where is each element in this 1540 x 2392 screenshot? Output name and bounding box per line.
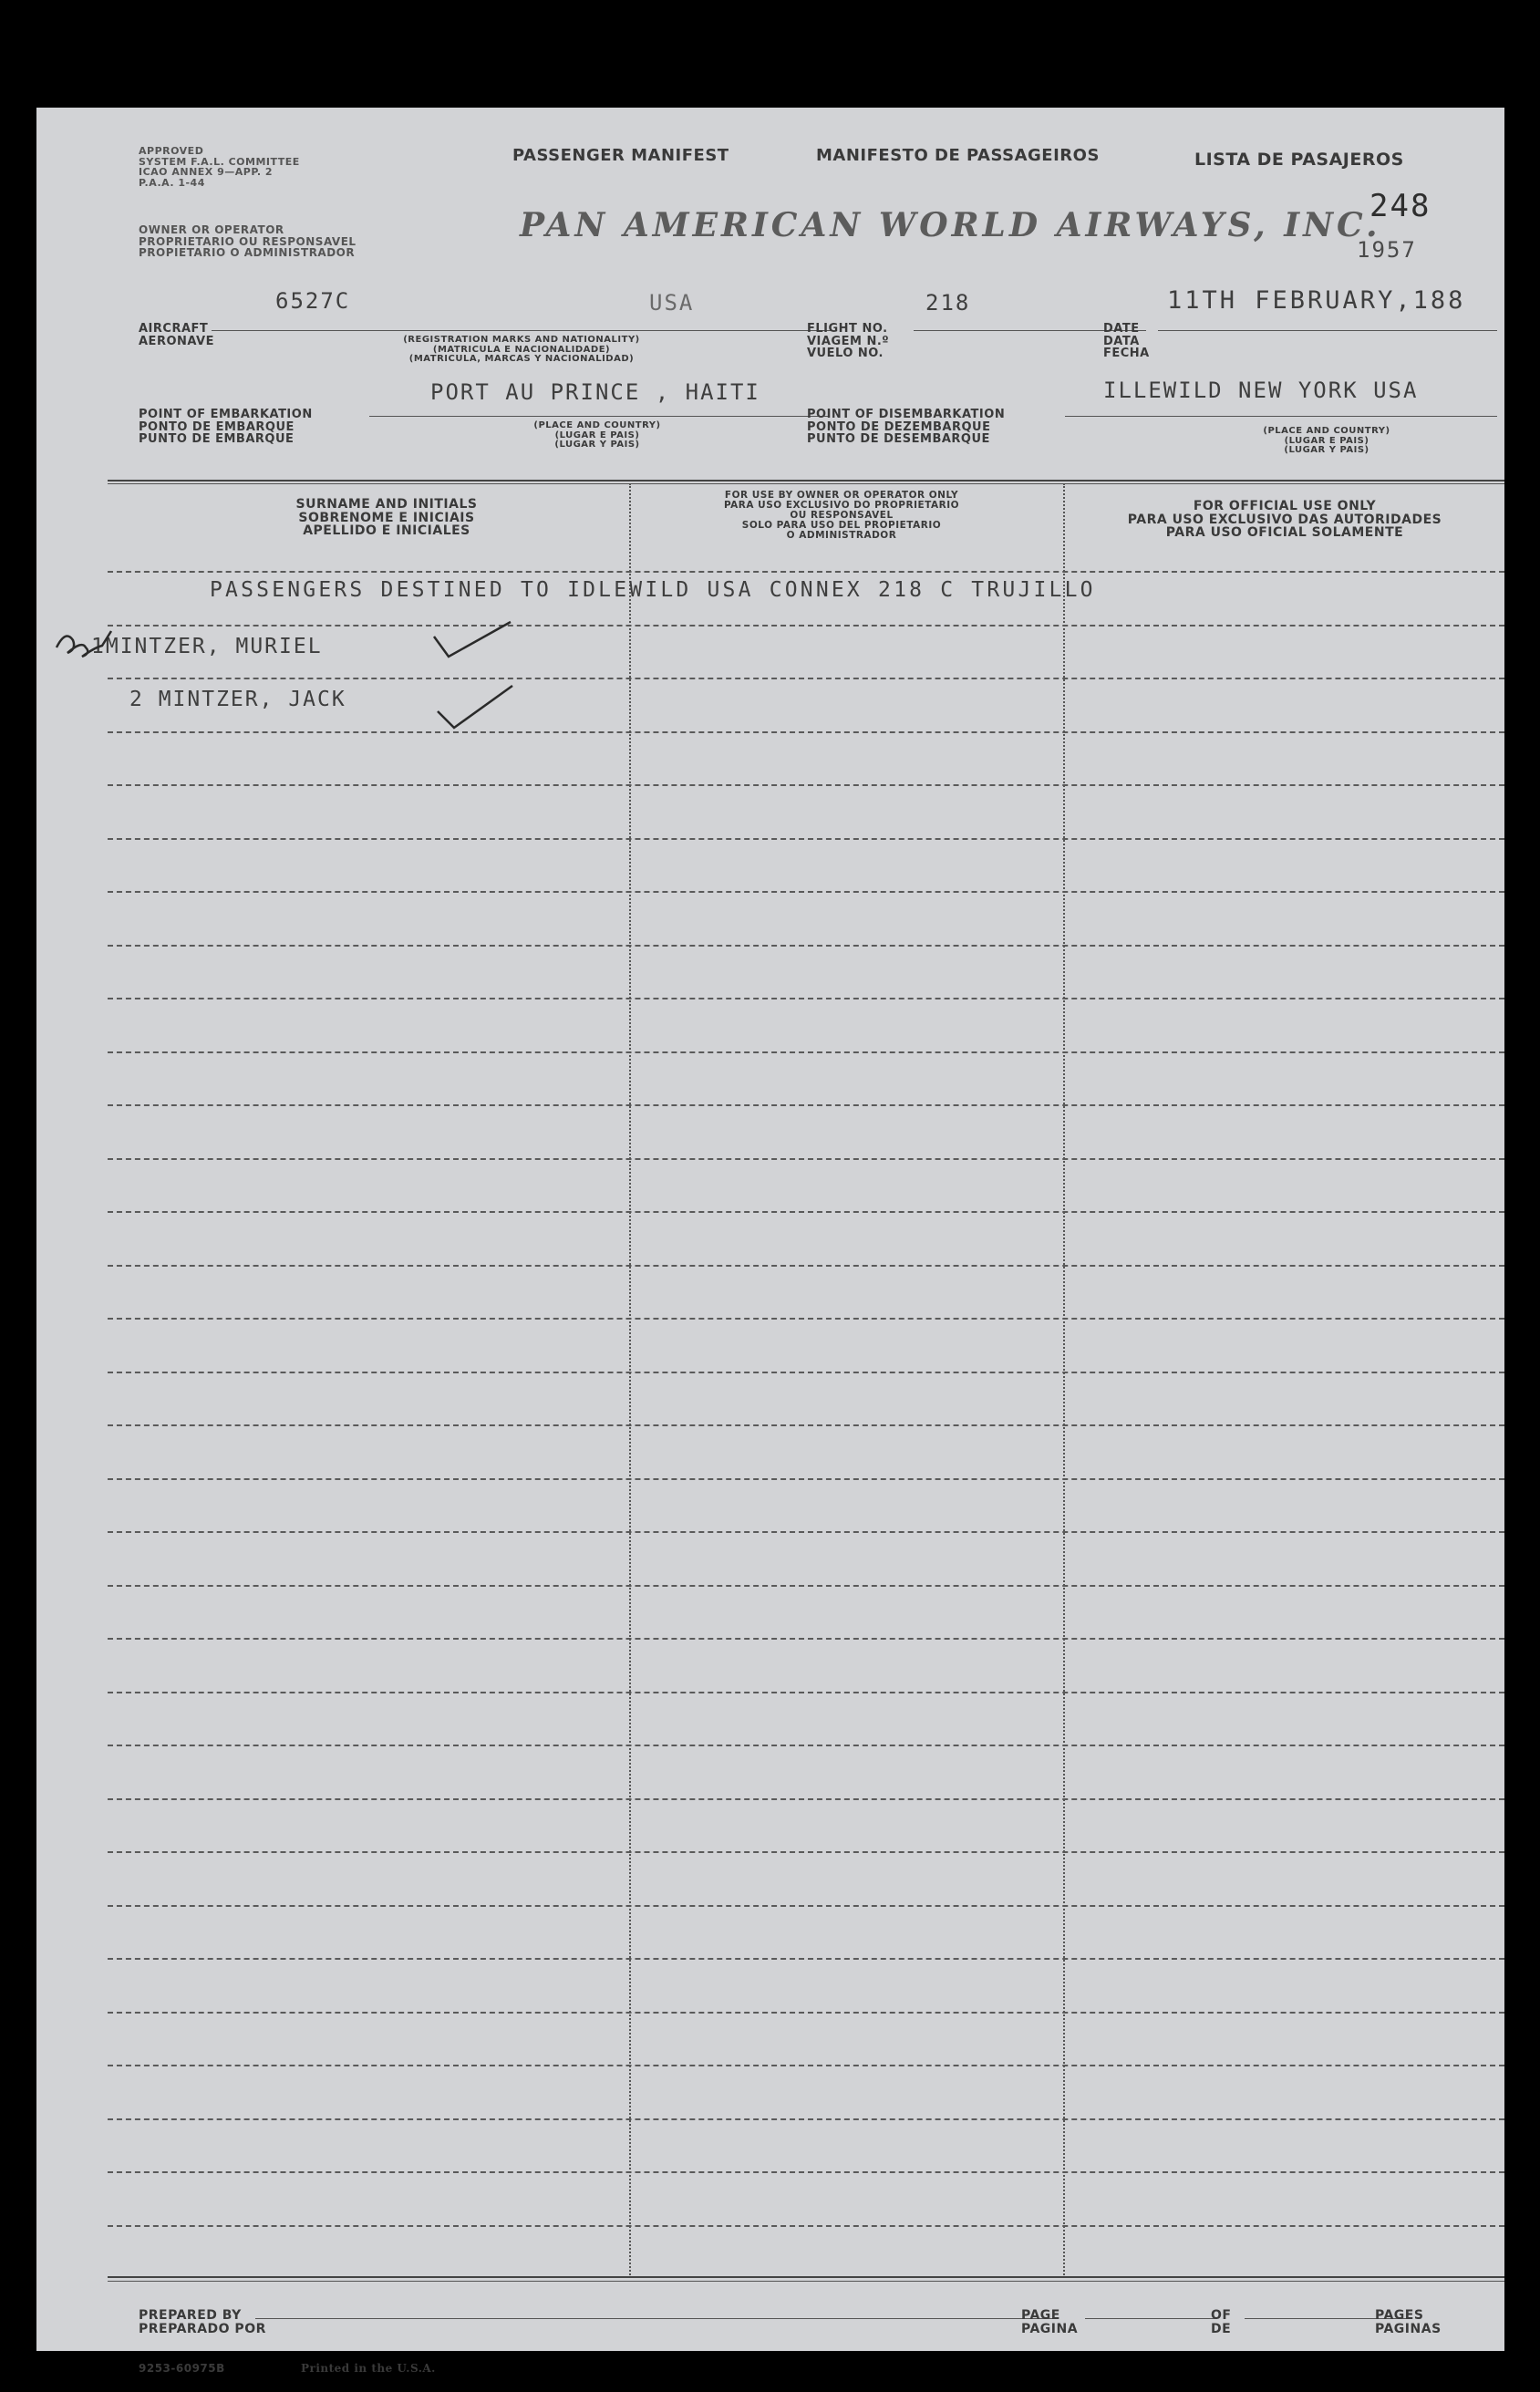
owner-label: PROPIETARIO O ADMINISTRADOR [139,246,356,260]
date-label: DATA [1103,334,1140,348]
table-row-line [108,2118,1504,2120]
title-pt: MANIFESTO DE PASSAGEIROS [816,146,1100,165]
column-header-operator [631,491,1052,541]
pages-label: PAGES [1375,2308,1424,2323]
title-es: LISTA DE PASAJEROS [1194,150,1404,170]
footer-rule [108,2276,1504,2278]
prepared-label: PREPARED BY [139,2308,242,2323]
printed-in-usa: Printed in the U.S.A. [301,2362,436,2375]
surname-header-line: SOBRENOME E INICIAIS [298,510,475,525]
check-mark-2 [438,686,512,728]
aircraft-registration: 6527C [275,288,351,314]
prepared-label: PREPARADO POR [139,2321,266,2336]
table-row-line [108,2171,1504,2173]
flight-label: VIAGEM N.º [807,334,890,348]
pages-label: PAGINAS [1375,2321,1442,2336]
official-header-line: FOR OFFICIAL USE ONLY [1193,499,1377,513]
disembark-label: POINT OF DISEMBARKATION [807,408,1006,421]
flight-label: FLIGHT NO. [807,322,888,336]
table-row-line [108,1798,1504,1800]
flight-number: 218 [925,290,971,316]
table-row-line [108,1372,1504,1373]
check-mark-1 [434,622,511,657]
page-labels [1021,2309,1078,2335]
table-row-line [108,1585,1504,1587]
place-label: (PLACE AND COUNTRY) [533,420,661,430]
disembark-place-labels [1222,427,1431,456]
approved-line: ICAO ANNEX 9—APP. 2 [139,166,274,179]
table-row-line [108,2225,1504,2227]
table-row-line [108,891,1504,893]
registration-sublabel: (REGISTRATION MARKS AND NATIONALITY) [403,335,640,345]
page-label: PAGINA [1021,2321,1079,2336]
footer-rule-2 [108,2281,1504,2282]
pages-labels [1375,2309,1442,2335]
operator-header-line: FOR USE BY OWNER OR OPERATOR ONLY [724,490,959,501]
operator-header-line: O ADMINISTRADOR [786,530,897,542]
date-label: DATE [1103,322,1140,336]
place-label: (LUGAR Y PAIS) [554,440,640,450]
sheet-number: 248 [1369,188,1431,224]
of-label: OF [1211,2308,1232,2323]
embark-label: PONTO DE EMBARQUE [139,419,295,434]
manifest-sheet [36,108,1504,2375]
passenger-row: 1MINTZER, MURIEL [91,635,323,658]
table-row-line [108,1478,1504,1480]
date-label: FECHA [1103,347,1150,361]
table-row-line [108,2065,1504,2066]
flight-label: VUELO NO. [807,347,884,361]
table-row-line [108,1905,1504,1907]
column-divider-1 [629,483,631,2278]
place-label: (LUGAR Y PAIS) [1284,445,1369,455]
operator-header-line: PARA USO EXCLUSIVO DO PROPRIETARIO [723,500,960,512]
operator-header-line: SOLO PARA USO DEL PROPIETARIO [741,520,942,532]
surname-header-line: SURNAME AND INITIALS [295,497,478,512]
owner-label: OWNER OR OPERATOR [139,223,284,236]
embark-label: PUNTO DE EMBARQUE [139,432,295,447]
disembark-label: PUNTO DE DESEMBARQUE [807,432,990,447]
approved-line: SYSTEM F.A.L. COMMITTEE [139,155,300,168]
surname-header-line: APELLIDO E INICIALES [303,523,470,539]
table-row-line [108,1318,1504,1320]
prepared-line [255,2318,1058,2319]
place-label: (LUGAR E PAIS) [554,430,640,440]
form-number: 9253-60975B [139,2362,225,2375]
table-row-line [108,1051,1504,1053]
passenger-note: PASSENGERS DESTINED TO IDLEWILD USA CONNEX 218 C TRUJILLO [210,578,1096,602]
table-row-line [108,1958,1504,1960]
table-row-line [108,1211,1504,1213]
official-header-line: PARA USO EXCLUSIVO DAS AUTORIDADES [1127,512,1442,527]
flight-date: 11TH FEBRUARY,188 [1167,286,1466,315]
of-label: DE [1211,2321,1232,2336]
table-row-line [108,1424,1504,1426]
approved-line: APPROVED [139,145,204,157]
passenger-row: 2 MINTZER, JACK [129,688,346,711]
page-label: PAGE [1021,2308,1060,2323]
table-row-line [108,1745,1504,1746]
table-row-line [108,1158,1504,1160]
date-line [1158,330,1497,331]
table-row-line [108,1104,1504,1106]
aircraft-nationality: USA [649,290,695,316]
table-row-line [108,2012,1504,2014]
embark-label: POINT OF EMBARKATION [139,408,313,421]
table-row-line [108,1851,1504,1853]
column-header-official [1065,500,1504,540]
disembarkation-labels [807,409,1005,446]
table-row-line [108,784,1504,786]
page-line [1085,2318,1217,2319]
official-header-line: PARA USO OFICIAL SOLAMENTE [1165,525,1404,541]
carrier-name: PAN AMERICAN WORLD AIRWAYS, INC. [520,206,1381,244]
place-label: (PLACE AND COUNTRY) [1263,426,1390,436]
operator-header-line: OU RESPONSAVEL [790,510,894,522]
of-labels [1211,2309,1231,2335]
date-labels [1103,323,1150,360]
table-row-line [108,1265,1504,1267]
aircraft-label-line: AIRCRAFT [139,322,209,336]
registration-sublabel: (MATRICULA E NACIONALIDADE) [432,344,611,355]
prepared-labels [139,2309,266,2335]
table-row-line [108,1638,1504,1640]
column-divider-2 [1063,483,1065,2278]
place-label: (LUGAR E PAIS) [1284,435,1369,446]
registration-sublabel: (MATRICULA, MARCAS Y NACIONALIDAD) [408,354,635,364]
disembarkation-line [1065,416,1497,417]
table-row-line [108,1692,1504,1693]
year: 1957 [1357,237,1417,263]
approved-line: P.A.A. 1-44 [139,176,205,189]
table-row-line [108,838,1504,840]
table-row-line [108,945,1504,947]
owner-label: PROPRIETARIO OU RESPONSAVEL [139,234,357,248]
aircraft-label-line: AERONAVE [139,334,215,348]
initials-scribble [57,631,111,657]
table-row-line [108,998,1504,999]
handwritten-check-marks [36,108,584,764]
embarkation-value: PORT AU PRINCE , HAITI [430,379,760,405]
disembark-label: PONTO DE DEZEMBARQUE [807,419,991,434]
table-row-line [108,1531,1504,1533]
title-en: PASSENGER MANIFEST [512,146,729,165]
flight-labels [807,323,889,360]
disembarkation-value: ILLEWILD NEW YORK USA [1103,378,1419,403]
